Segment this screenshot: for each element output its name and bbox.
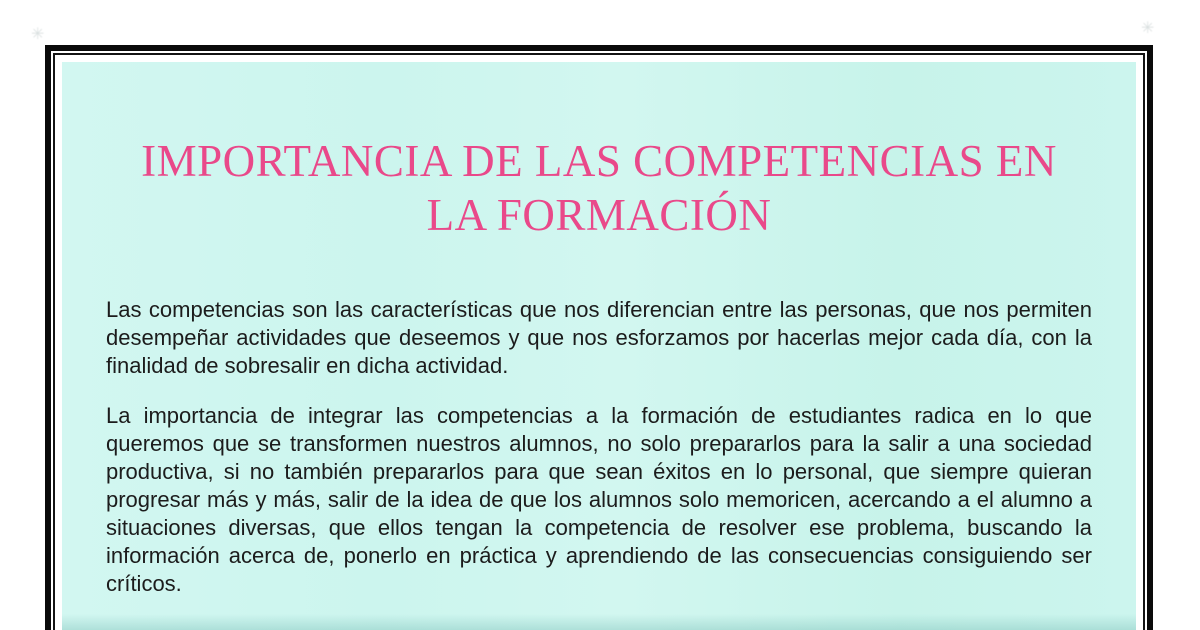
title-line-1: IMPORTANCIA DE LAS COMPETENCIAS EN [141,136,1057,186]
page-title [62,134,1136,242]
title-line-2: LA FORMACIÓN [426,190,772,240]
document-frame [45,45,1153,630]
content-panel [62,62,1136,630]
corner-smudge-icon: ✳ [1141,18,1155,37]
body-text [106,296,1092,598]
frame-inner-border [53,53,1145,630]
corner-smudge-icon: ✳ [31,24,45,43]
paragraph-1: Las competencias son las características que nos diferencian entre las personas, que nos permiten desempeñar actividades que deseemos y que nos esforzamos por hacerlas mejor cada día, con la finalidad de sobresalir en dicha actividad. [106,297,1092,378]
paragraph-2: La importancia de integrar las competencias a la formación de estudiantes radica en lo que queremos que se transformen nuestros alumnos, no solo prepararlos para la salir a una sociedad productiva, si no también prepararlos para que sean éxitos en lo personal, que siempre quieran progresar más y más, salir de la idea de que los alumnos solo memoricen, acercando a el alumno a situaciones diversas, que ellos tengan la competencia de resolver ese problema, buscando la información acerca de, ponerlo en práctica y aprendiendo de las consecuencias consiguiendo ser críticos. [106,403,1092,596]
